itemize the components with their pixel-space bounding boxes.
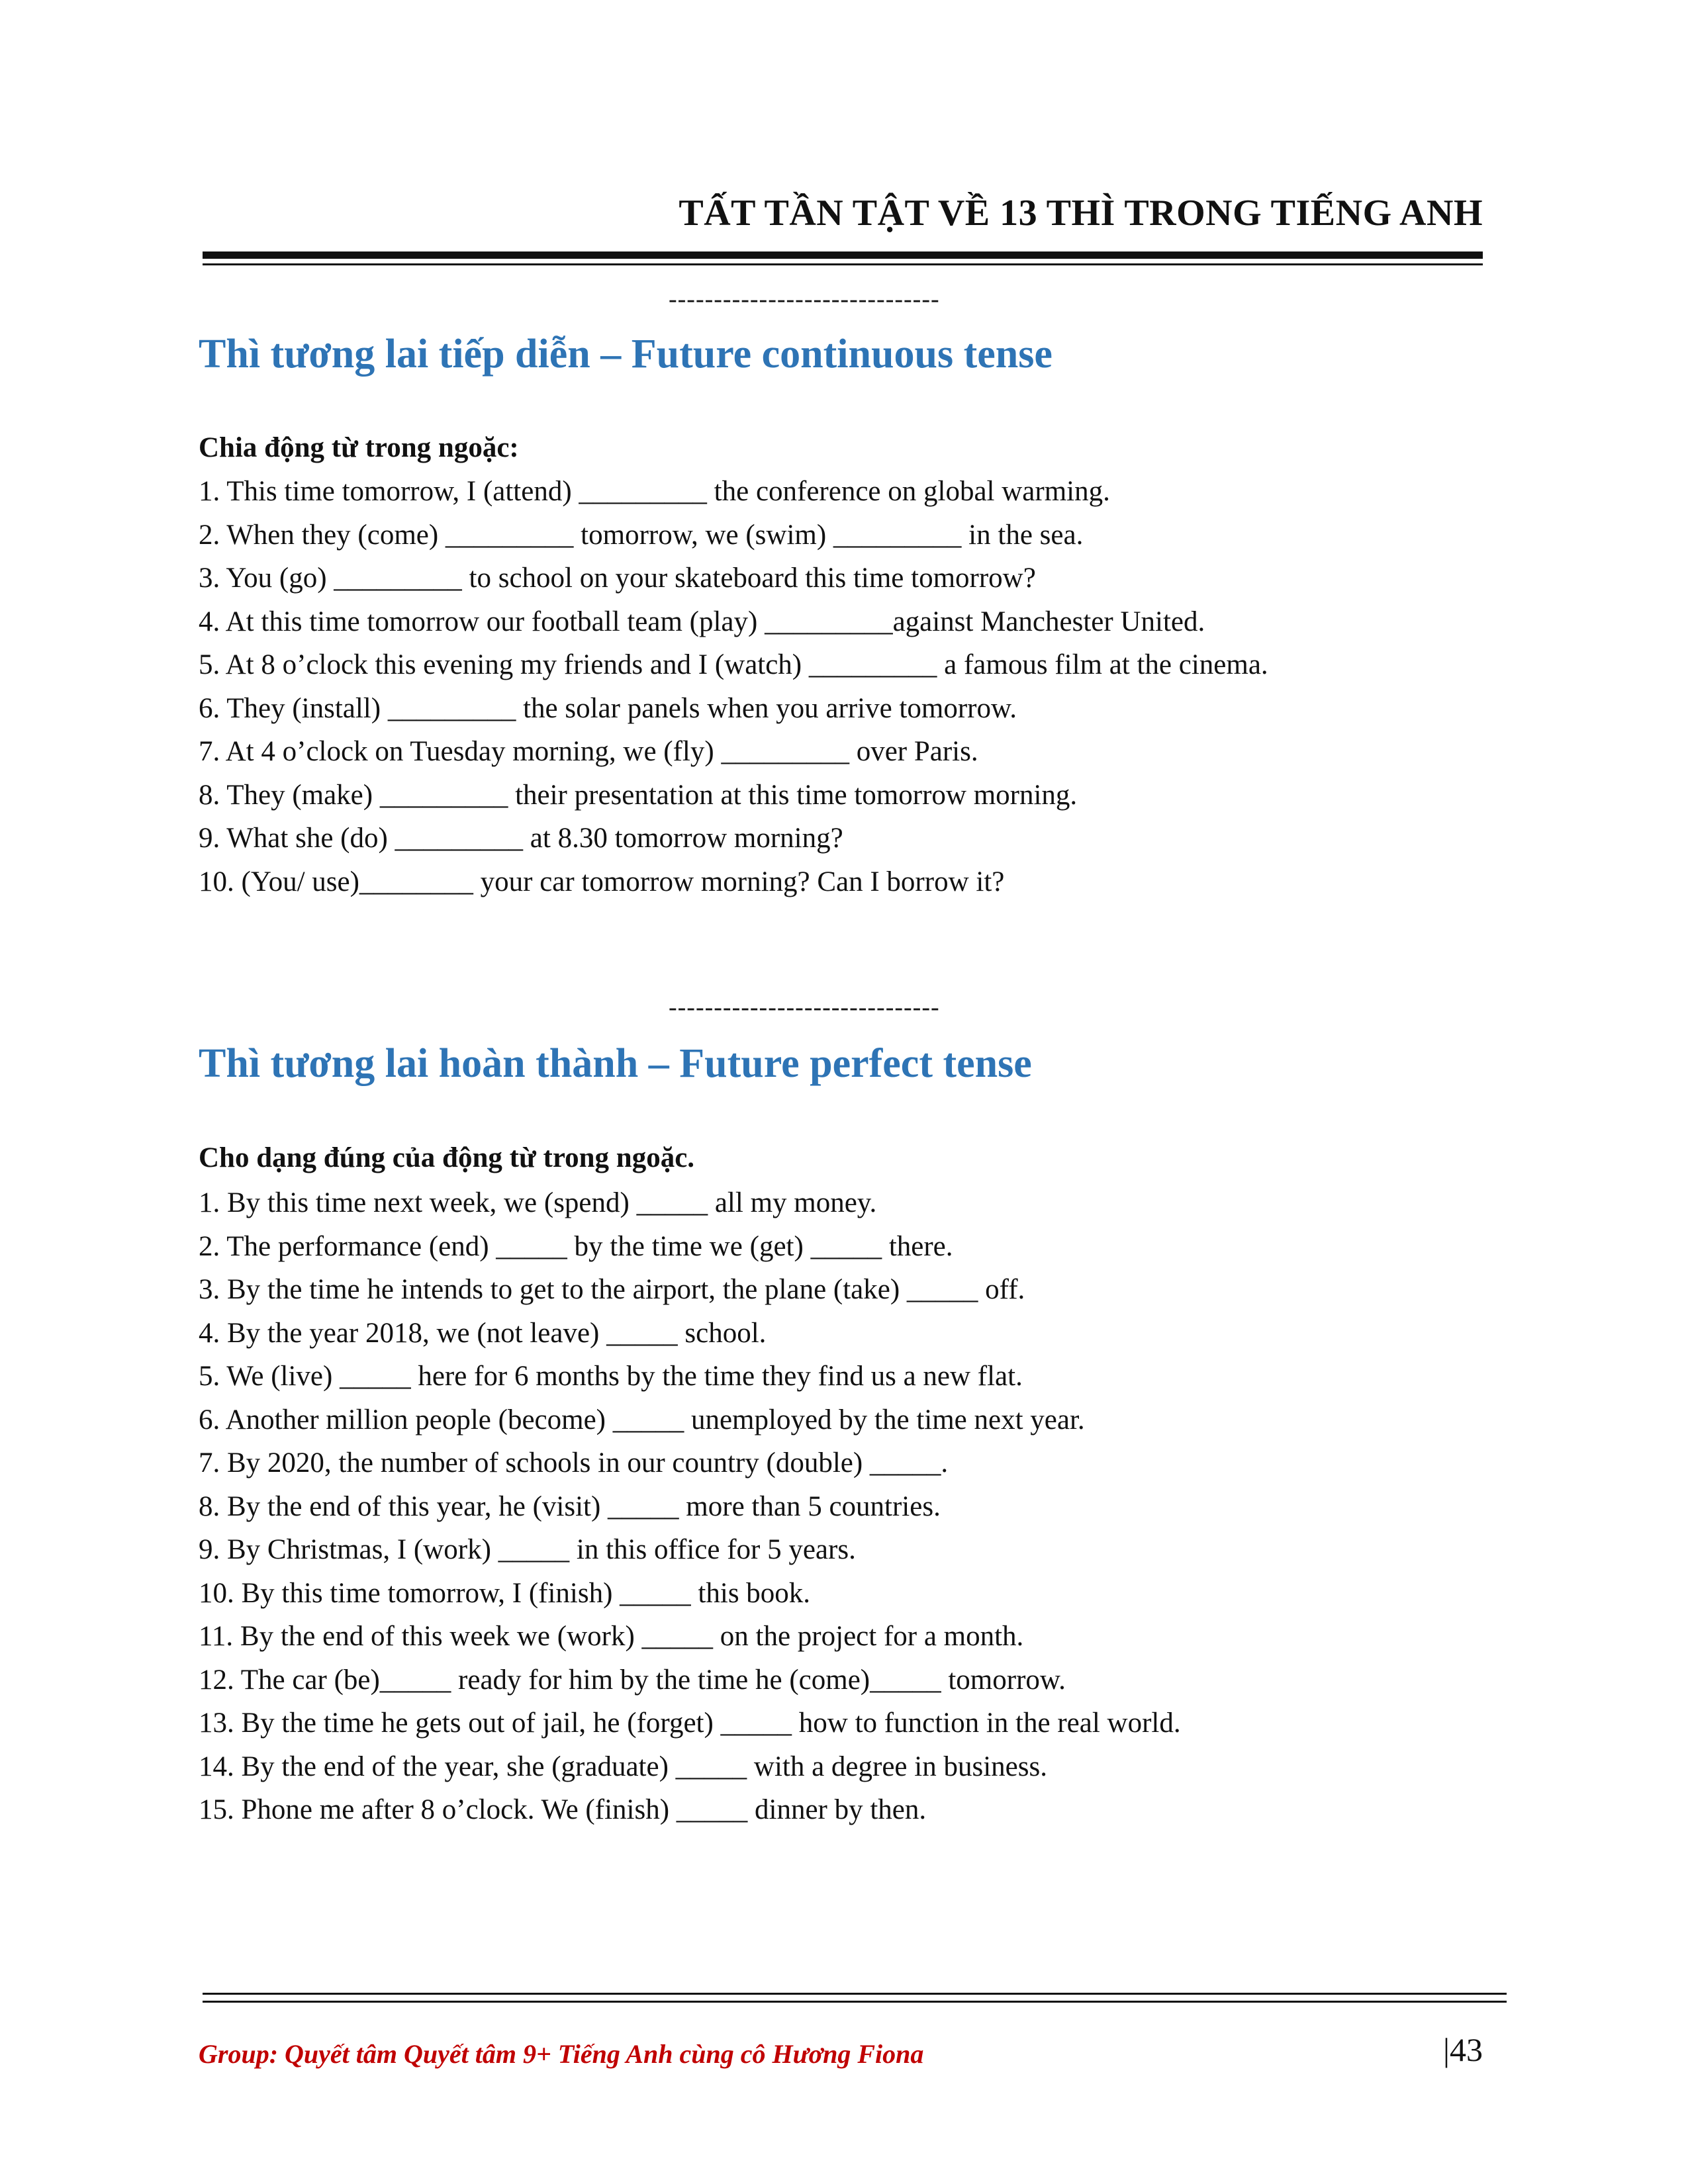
page-number: |43 — [1442, 2031, 1483, 2068]
exercise-item: 12. The car (be)_____ ready for him by the time he (come)_____ tomorrow. — [199, 1664, 1066, 1696]
exercise-list-future-continuous — [199, 470, 1268, 903]
exercise-list-future-perfect — [199, 1181, 1181, 1832]
exercise-item: 3. By the time he intends to get to the airport, the plane (take) _____ off. — [199, 1274, 1025, 1305]
exercise-item: 6. Another million people (become) _____ unemployed by the time next year. — [199, 1404, 1085, 1435]
exercise-instruction: Chia động từ trong ngoặc: — [199, 432, 519, 463]
exercise-item: 4. At this time tomorrow our football team (play) _________against Manchester United. — [199, 606, 1205, 637]
footer-group-text: Group: Quyết tâm Quyết tâm 9+ Tiếng Anh cùng cô Hương Fiona — [199, 2039, 924, 2069]
header-rule-thin — [203, 263, 1483, 265]
exercise-item: 7. At 4 o’clock on Tuesday morning, we (fly) _________ over Paris. — [199, 736, 978, 767]
exercise-item: 13. By the time he gets out of jail, he (forget) _____ how to function in the real world. — [199, 1707, 1181, 1739]
exercise-item: 8. They (make) _________ their presentation at this time tomorrow morning. — [199, 779, 1078, 811]
exercise-item: 10. By this time tomorrow, I (finish) _____ this book. — [199, 1577, 811, 1609]
header-rule-thick — [203, 251, 1483, 259]
footer-rule — [203, 2001, 1507, 2003]
exercise-item: 11. By the end of this week we (work) _____ on the project for a month. — [199, 1621, 1024, 1652]
exercise-item: 5. We (live) _____ here for 6 months by the time they find us a new flat. — [199, 1361, 1023, 1392]
exercise-item: 9. By Christmas, I (work) _____ in this office for 5 years. — [199, 1534, 856, 1565]
section-divider: ------------------------------ — [669, 993, 940, 1021]
section-title-future-perfect: Thì tương lai hoàn thành – Future perfect tense — [199, 1041, 1032, 1086]
footer-rule — [203, 1993, 1507, 1995]
exercise-item: 8. By the end of this year, he (visit) _____ more than 5 countries. — [199, 1490, 941, 1522]
section-title-future-continuous: Thì tương lai tiếp diễn – Future continuous tense — [199, 332, 1053, 377]
exercise-item: 9. What she (do) _________ at 8.30 tomorrow morning? — [199, 823, 843, 854]
document-header-title: TẤT TẦN TẬT VỀ 13 THÌ TRONG TIẾNG ANH — [679, 193, 1483, 234]
exercise-item: 4. By the year 2018, we (not leave) _____ school. — [199, 1317, 767, 1349]
exercise-item: 1. This time tomorrow, I (attend) _________ the conference on global warming. — [199, 476, 1110, 507]
section-divider: ------------------------------ — [669, 285, 940, 313]
exercise-item: 15. Phone me after 8 o’clock. We (finish) _____ dinner by then. — [199, 1794, 927, 1825]
exercise-instruction: Cho dạng đúng của động từ trong ngoặc. — [199, 1142, 695, 1173]
exercise-item: 2. The performance (end) _____ by the time we (get) _____ there. — [199, 1230, 953, 1262]
exercise-item: 3. You (go) _________ to school on your skateboard this time tomorrow? — [199, 563, 1036, 594]
exercise-item: 7. By 2020, the number of schools in our country (double) _____. — [199, 1447, 949, 1479]
exercise-item: 14. By the end of the year, she (graduate) _____ with a degree in business. — [199, 1751, 1047, 1782]
exercise-item: 10. (You/ use)________ your car tomorrow morning? Can I borrow it? — [199, 866, 1005, 897]
exercise-item: 5. At 8 o’clock this evening my friends and I (watch) _________ a famous film at the cinema. — [199, 649, 1268, 680]
exercise-item: 6. They (install) _________ the solar panels when you arrive tomorrow. — [199, 692, 1017, 724]
exercise-item: 1. By this time next week, we (spend) _____ all my money. — [199, 1187, 877, 1218]
exercise-item: 2. When they (come) _________ tomorrow, we (swim) _________ in the sea. — [199, 519, 1084, 551]
